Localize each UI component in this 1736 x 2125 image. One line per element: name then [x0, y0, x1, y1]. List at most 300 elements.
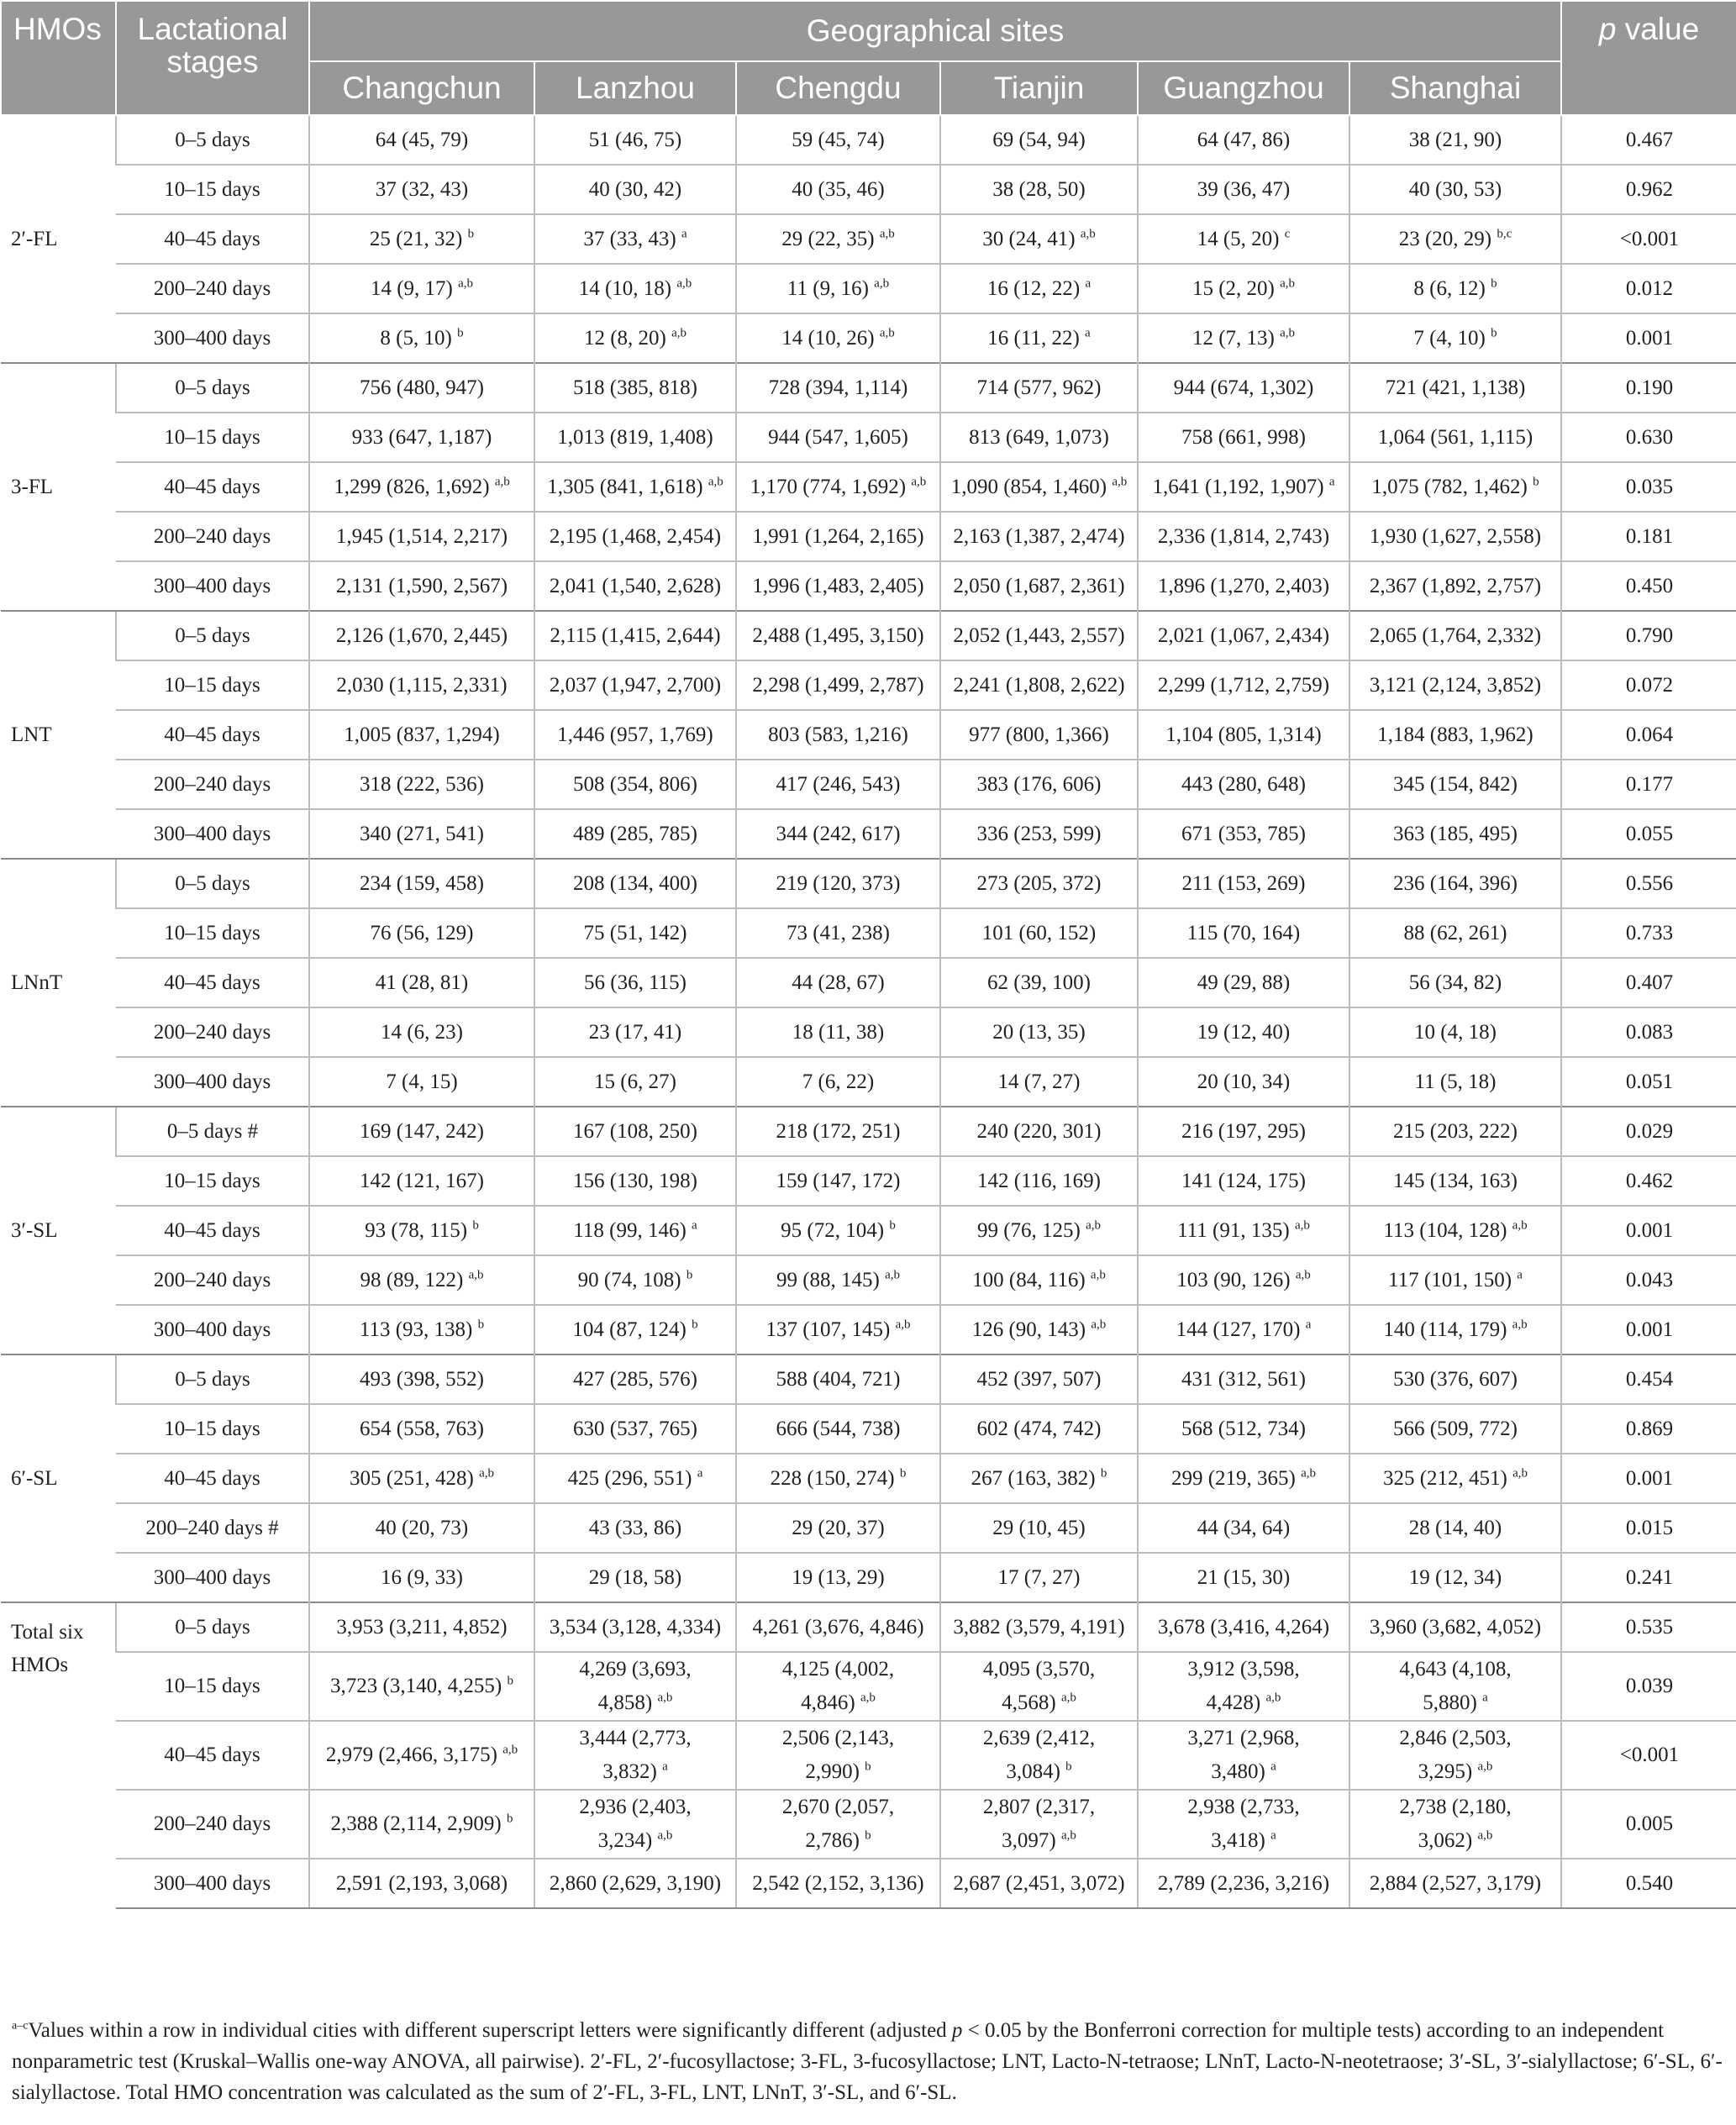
value-cell	[309, 1503, 534, 1553]
value-cell	[534, 561, 736, 611]
value-text: 37 (33, 43)	[583, 227, 676, 250]
value-cell	[1138, 413, 1349, 462]
value-text: 49 (29, 88)	[1197, 970, 1291, 994]
value-cell	[1349, 1652, 1561, 1721]
value-text: 39 (36, 47)	[1197, 177, 1291, 201]
value-cell	[736, 462, 940, 512]
value-text: 2,299 (1,712, 2,759)	[1157, 673, 1330, 697]
value-text: 12 (7, 13)	[1192, 326, 1275, 350]
value-text: 156 (130, 198)	[573, 1169, 697, 1192]
value-cell	[1138, 1454, 1349, 1503]
value-text: 568 (512, 734)	[1181, 1417, 1306, 1440]
value-text: 2,936 (2,403, 3,234)	[579, 1796, 692, 1852]
value-cell	[1138, 958, 1349, 1007]
lactational-stage: 0–5 days	[116, 363, 309, 413]
value-text: 2,131 (1,590, 2,567)	[335, 574, 508, 597]
value-text: 100 (84, 116)	[972, 1268, 1086, 1291]
significance-superscript: a,b	[479, 1466, 495, 1481]
significance-superscript: b	[1491, 326, 1497, 340]
significance-superscript: a,b	[1090, 1268, 1106, 1282]
value-text: 267 (163, 382)	[971, 1466, 1096, 1490]
value-cell	[736, 363, 940, 413]
value-cell	[309, 1156, 534, 1206]
value-cell	[1138, 1255, 1349, 1305]
p-value-cell: 0.241	[1561, 1553, 1736, 1602]
p-value-cell: 0.015	[1561, 1503, 1736, 1553]
hmo-name: LNT	[1, 611, 116, 859]
value-text: 2,789 (2,236, 3,216)	[1157, 1871, 1330, 1895]
significance-superscript: a,b	[1091, 1318, 1107, 1332]
value-text: 336 (253, 599)	[976, 822, 1102, 845]
value-cell	[1138, 1602, 1349, 1652]
value-text: 2,884 (2,527, 3,179)	[1369, 1871, 1542, 1895]
p-value-cell: 0.012	[1561, 264, 1736, 313]
value-cell	[309, 660, 534, 710]
value-cell	[736, 1255, 940, 1305]
value-cell	[309, 1602, 534, 1652]
lactational-stage: 0–5 days	[116, 859, 309, 908]
value-text: 98 (89, 122)	[360, 1268, 464, 1291]
value-text: 12 (8, 20)	[583, 326, 666, 350]
significance-superscript: a,b	[468, 1268, 484, 1282]
lactational-stage: 300–400 days	[116, 809, 309, 859]
p-italic: p	[1598, 12, 1617, 46]
value-cell	[1349, 1305, 1561, 1354]
value-cell	[534, 313, 736, 363]
value-text: 2,670 (2,057, 2,786)	[781, 1796, 895, 1852]
value-text: 41 (28, 81)	[375, 970, 469, 994]
value-cell	[309, 115, 534, 165]
lactational-stage: 200–240 days	[116, 1790, 309, 1859]
significance-superscript: a	[692, 1218, 697, 1233]
value-text: 2,367 (1,892, 2,757)	[1369, 574, 1542, 597]
value-cell	[940, 1007, 1138, 1057]
value-text: 69 (54, 94)	[992, 128, 1086, 151]
header-city-shanghai: Shanghai	[1349, 61, 1561, 115]
value-text: 126 (90, 143)	[971, 1318, 1086, 1341]
table-row	[1, 115, 1736, 165]
value-cell	[1138, 1503, 1349, 1553]
value-cell	[534, 611, 736, 660]
significance-superscript: b	[507, 1674, 513, 1688]
value-cell	[534, 1206, 736, 1255]
value-cell	[1138, 611, 1349, 660]
hmo-name: LNnT	[1, 859, 116, 1107]
value-text: 1,991 (1,264, 2,165)	[752, 524, 924, 548]
value-text: 142 (121, 167)	[360, 1169, 484, 1192]
value-cell	[940, 660, 1138, 710]
value-text: 2,938 (2,733, 3,418)	[1187, 1796, 1300, 1852]
value-cell	[940, 1503, 1138, 1553]
value-text: 273 (205, 372)	[976, 871, 1102, 895]
value-text: 1,005 (837, 1,294)	[344, 723, 500, 746]
value-cell	[1138, 1007, 1349, 1057]
significance-superscript: a,b	[1280, 276, 1296, 291]
p-value-cell: 0.181	[1561, 512, 1736, 561]
value-text: 2,591 (2,193, 3,068)	[335, 1871, 508, 1895]
value-cell	[940, 561, 1138, 611]
p-value-cell: 0.051	[1561, 1057, 1736, 1107]
significance-superscript: a,b	[879, 227, 895, 241]
footnote-text-1: Values within a row in individual cities with different superscript letters were significantly different (adjusted	[28, 2019, 952, 2042]
value-cell	[1138, 1156, 1349, 1206]
significance-superscript: b	[506, 1812, 513, 1826]
lactational-stage: 10–15 days	[116, 1404, 309, 1454]
value-cell	[309, 1454, 534, 1503]
value-cell	[1349, 859, 1561, 908]
value-text: 2,021 (1,067, 2,434)	[1157, 623, 1330, 647]
significance-superscript: a,b	[1060, 1691, 1076, 1705]
value-cell	[1138, 1354, 1349, 1404]
value-cell	[736, 958, 940, 1007]
value-text: 38 (28, 50)	[992, 177, 1086, 201]
value-text: 1,090 (854, 1,460)	[950, 475, 1107, 498]
lactational-stage: 200–240 days #	[116, 1503, 309, 1553]
value-text: 2,860 (2,629, 3,190)	[549, 1871, 722, 1895]
value-text: 2,336 (1,814, 2,743)	[1157, 524, 1330, 548]
value-text: 756 (480, 947)	[360, 376, 484, 399]
lactational-stage: 300–400 days	[116, 561, 309, 611]
significance-superscript: a	[662, 1759, 668, 1774]
lactational-stage: 200–240 days	[116, 1007, 309, 1057]
p-value-cell: 0.055	[1561, 809, 1736, 859]
value-text: 19 (12, 34)	[1408, 1565, 1502, 1589]
value-text: 115 (70, 164)	[1186, 921, 1301, 944]
value-cell	[1349, 214, 1561, 264]
p-value-cell: 0.630	[1561, 413, 1736, 462]
value-text: 7 (6, 22)	[802, 1070, 875, 1093]
value-cell	[1138, 760, 1349, 809]
lactational-stage: 10–15 days	[116, 660, 309, 710]
value-cell	[534, 1859, 736, 1908]
value-text: 99 (76, 125)	[976, 1218, 1081, 1242]
table-row	[1, 1156, 1736, 1206]
value-cell	[534, 958, 736, 1007]
table-row	[1, 264, 1736, 313]
value-text: 714 (577, 962)	[976, 376, 1102, 399]
value-cell	[1138, 264, 1349, 313]
value-cell	[1349, 413, 1561, 462]
value-cell	[1349, 1553, 1561, 1602]
value-text: 17 (7, 27)	[997, 1565, 1081, 1589]
value-cell	[1349, 264, 1561, 313]
value-text: 530 (376, 607)	[1393, 1367, 1518, 1391]
significance-superscript: a,b	[1060, 1828, 1076, 1843]
value-text: 14 (7, 27)	[997, 1070, 1081, 1093]
lactational-stage: 10–15 days	[116, 165, 309, 214]
value-cell	[309, 1553, 534, 1602]
table-row	[1, 1553, 1736, 1602]
value-text: 489 (285, 785)	[573, 822, 697, 845]
lactational-stage: 0–5 days #	[116, 1107, 309, 1156]
value-cell	[736, 1305, 940, 1354]
table-row	[1, 809, 1736, 859]
p-value-cell: 0.190	[1561, 363, 1736, 413]
value-cell	[736, 908, 940, 958]
value-text: 383 (176, 606)	[976, 772, 1102, 796]
value-text: 3,271 (2,968, 3,480)	[1187, 1727, 1300, 1783]
significance-superscript: a,b	[671, 326, 687, 340]
table-row	[1, 908, 1736, 958]
value-text: 142 (116, 169)	[977, 1169, 1101, 1192]
value-cell	[736, 1454, 940, 1503]
significance-superscript: a,b	[657, 1691, 673, 1705]
lactational-stage: 200–240 days	[116, 264, 309, 313]
value-text: 40 (35, 46)	[792, 177, 885, 201]
significance-superscript: a,b	[1080, 227, 1096, 241]
value-cell	[309, 1404, 534, 1454]
value-cell	[309, 1206, 534, 1255]
value-text: 167 (108, 250)	[573, 1119, 697, 1143]
significance-superscript: b	[889, 1218, 896, 1233]
value-cell	[1349, 1057, 1561, 1107]
value-cell	[534, 1652, 736, 1721]
value-cell	[534, 1255, 736, 1305]
value-cell	[940, 1790, 1138, 1859]
value-text: 2,030 (1,115, 2,331)	[336, 673, 508, 697]
significance-superscript: b	[1533, 475, 1539, 489]
table-row	[1, 1107, 1736, 1156]
value-cell	[309, 859, 534, 908]
value-text: 19 (12, 40)	[1197, 1020, 1291, 1044]
value-cell	[1138, 462, 1349, 512]
value-text: 62 (39, 100)	[987, 970, 1091, 994]
value-text: 2,388 (2,114, 2,909)	[330, 1812, 502, 1835]
value-cell	[309, 1057, 534, 1107]
significance-superscript: a	[697, 1466, 703, 1481]
value-cell	[1138, 1305, 1349, 1354]
value-cell	[940, 1156, 1138, 1206]
header-city-changchun: Changchun	[309, 61, 534, 115]
value-cell	[1349, 710, 1561, 760]
value-text: 1,996 (1,483, 2,405)	[752, 574, 924, 597]
value-text: 7 (4, 15)	[386, 1070, 458, 1093]
value-cell	[1349, 760, 1561, 809]
value-cell	[940, 1305, 1138, 1354]
significance-superscript: a,b	[1301, 1466, 1317, 1481]
table-row	[1, 660, 1736, 710]
value-text: 3,912 (3,598, 4,428)	[1187, 1658, 1300, 1714]
significance-superscript: a,b	[885, 1268, 901, 1282]
value-text: 1,299 (826, 1,692)	[334, 475, 490, 498]
table-footnote	[12, 2015, 1726, 2108]
value-text: 728 (394, 1,114)	[768, 376, 908, 399]
header-hmos: HMOs	[1, 1, 116, 115]
lactational-stage: 0–5 days	[116, 115, 309, 165]
value-text: 137 (107, 145)	[765, 1318, 891, 1341]
value-text: 20 (10, 34)	[1197, 1070, 1291, 1093]
value-cell	[736, 165, 940, 214]
value-cell	[534, 512, 736, 561]
value-text: 43 (33, 86)	[588, 1516, 682, 1539]
value-cell	[940, 958, 1138, 1007]
value-text: 431 (312, 561)	[1181, 1367, 1306, 1391]
value-cell	[534, 115, 736, 165]
value-cell	[309, 710, 534, 760]
p-value-cell: 0.029	[1561, 1107, 1736, 1156]
value-text: 2,298 (1,499, 2,787)	[752, 673, 924, 697]
value-text: 518 (385, 818)	[573, 376, 697, 399]
value-text: 11 (5, 18)	[1414, 1070, 1497, 1093]
value-text: 23 (20, 29)	[1398, 227, 1492, 250]
value-text: 2,065 (1,764, 2,332)	[1369, 623, 1542, 647]
value-cell	[534, 413, 736, 462]
footnote-p-italic: p	[951, 2019, 963, 2042]
value-text: 18 (11, 38)	[792, 1020, 885, 1044]
significance-superscript: a,b	[1512, 1466, 1528, 1481]
value-text: 4,269 (3,693, 4,858)	[579, 1658, 692, 1714]
value-text: 88 (62, 261)	[1403, 921, 1507, 944]
significance-superscript: a,b	[874, 276, 890, 291]
value-text: 15 (6, 27)	[594, 1070, 676, 1093]
value-text: 28 (14, 40)	[1408, 1516, 1502, 1539]
value-cell	[1138, 1859, 1349, 1908]
p-value-cell: 0.556	[1561, 859, 1736, 908]
value-cell	[309, 760, 534, 809]
header-city-lanzhou: Lanzhou	[534, 61, 736, 115]
value-text: 144 (127, 170)	[1176, 1318, 1301, 1341]
value-text: 3,534 (3,128, 4,334)	[549, 1615, 722, 1638]
value-text: 345 (154, 842)	[1393, 772, 1518, 796]
value-cell	[534, 1503, 736, 1553]
value-text: 44 (28, 67)	[792, 970, 885, 994]
value-cell	[940, 264, 1138, 313]
value-cell	[940, 1404, 1138, 1454]
lactational-stage: 200–240 days	[116, 512, 309, 561]
value-text: 10 (4, 18)	[1414, 1020, 1497, 1044]
value-cell	[1138, 313, 1349, 363]
p-value-cell: 0.035	[1561, 462, 1736, 512]
value-cell	[309, 809, 534, 859]
significance-superscript: a,b	[494, 475, 510, 489]
p-value-cell: 0.454	[1561, 1354, 1736, 1404]
value-cell	[940, 1454, 1138, 1503]
value-text: 977 (800, 1,366)	[969, 723, 1109, 746]
value-cell	[1349, 1859, 1561, 1908]
value-text: 3,121 (2,124, 3,852)	[1369, 673, 1542, 697]
value-text: 2,052 (1,443, 2,557)	[953, 623, 1125, 647]
value-cell	[534, 1721, 736, 1790]
value-cell	[736, 710, 940, 760]
significance-superscript: b	[477, 1318, 485, 1332]
significance-superscript: a	[1085, 326, 1091, 340]
table-row	[1, 413, 1736, 462]
value-cell	[1138, 1404, 1349, 1454]
value-cell	[736, 1553, 940, 1602]
value-text: 37 (32, 43)	[375, 177, 469, 201]
significance-superscript: a,b	[1265, 1691, 1281, 1705]
value-cell	[1349, 611, 1561, 660]
value-cell	[940, 115, 1138, 165]
value-cell	[736, 115, 940, 165]
value-text: 2,037 (1,947, 2,700)	[549, 673, 722, 697]
table-row	[1, 1404, 1736, 1454]
value-text: 1,170 (774, 1,692)	[750, 475, 907, 498]
significance-superscript: b	[692, 1318, 698, 1332]
p-value-cell: 0.001	[1561, 313, 1736, 363]
value-cell	[534, 1156, 736, 1206]
p-value-cell: 0.001	[1561, 1206, 1736, 1255]
value-cell	[736, 1721, 940, 1790]
value-text: 14 (9, 17)	[370, 276, 453, 300]
value-cell	[309, 1721, 534, 1790]
value-text: 7 (4, 10)	[1413, 326, 1486, 350]
p-value-cell: 0.462	[1561, 1156, 1736, 1206]
value-cell	[1138, 710, 1349, 760]
significance-superscript: a,b	[895, 1318, 911, 1332]
table-row	[1, 363, 1736, 413]
value-cell	[309, 413, 534, 462]
significance-superscript: b	[686, 1268, 693, 1282]
significance-superscript: a,b	[1512, 1318, 1528, 1332]
significance-superscript: a,b	[708, 475, 723, 489]
value-text: 452 (397, 507)	[976, 1367, 1102, 1391]
value-cell	[1349, 1156, 1561, 1206]
p-value-cell: 0.467	[1561, 115, 1736, 165]
lactational-stage: 40–45 days	[116, 958, 309, 1007]
value-cell	[940, 1107, 1138, 1156]
value-cell	[940, 214, 1138, 264]
value-text: 566 (509, 772)	[1393, 1417, 1518, 1440]
value-cell	[534, 363, 736, 413]
value-text: 721 (421, 1,138)	[1385, 376, 1526, 399]
value-cell	[309, 214, 534, 264]
value-cell	[1349, 908, 1561, 958]
p-value-cell: 0.072	[1561, 660, 1736, 710]
value-cell	[940, 1255, 1138, 1305]
value-text: 29 (10, 45)	[992, 1516, 1086, 1539]
value-text: 240 (220, 301)	[976, 1119, 1102, 1143]
significance-superscript: a	[1517, 1268, 1523, 1282]
table-row	[1, 214, 1736, 264]
value-cell	[309, 1652, 534, 1721]
value-cell	[309, 512, 534, 561]
value-cell	[1349, 561, 1561, 611]
value-cell	[534, 214, 736, 264]
value-cell	[309, 611, 534, 660]
value-text: 2,115 (1,415, 2,644)	[550, 623, 721, 647]
significance-superscript: a	[1085, 276, 1092, 291]
p-value-cell: 0.450	[1561, 561, 1736, 611]
value-cell	[534, 1454, 736, 1503]
value-cell	[534, 1790, 736, 1859]
value-text: 21 (15, 30)	[1197, 1565, 1291, 1589]
table-body	[1, 115, 1736, 1908]
value-cell	[1138, 1652, 1349, 1721]
p-value-cell: 0.005	[1561, 1790, 1736, 1859]
value-text: 40 (20, 73)	[375, 1516, 469, 1539]
value-text: 16 (11, 22)	[987, 326, 1080, 350]
value-cell	[1349, 1206, 1561, 1255]
significance-superscript: b	[467, 227, 475, 241]
value-cell	[1138, 1790, 1349, 1859]
value-text: 1,305 (841, 1,618)	[547, 475, 703, 498]
value-cell	[534, 1057, 736, 1107]
table-row	[1, 611, 1736, 660]
significance-superscript: a,b	[502, 1743, 518, 1757]
lactational-stage: 300–400 days	[116, 313, 309, 363]
value-text: 95 (72, 104)	[781, 1218, 885, 1242]
value-cell	[1138, 165, 1349, 214]
value-cell	[309, 1007, 534, 1057]
value-text: 234 (159, 458)	[360, 871, 484, 895]
value-cell	[940, 760, 1138, 809]
value-cell	[309, 1354, 534, 1404]
lactational-stage: 300–400 days	[116, 1057, 309, 1107]
p-value-cell: 0.733	[1561, 908, 1736, 958]
value-cell	[736, 1503, 940, 1553]
value-text: 23 (17, 41)	[588, 1020, 682, 1044]
